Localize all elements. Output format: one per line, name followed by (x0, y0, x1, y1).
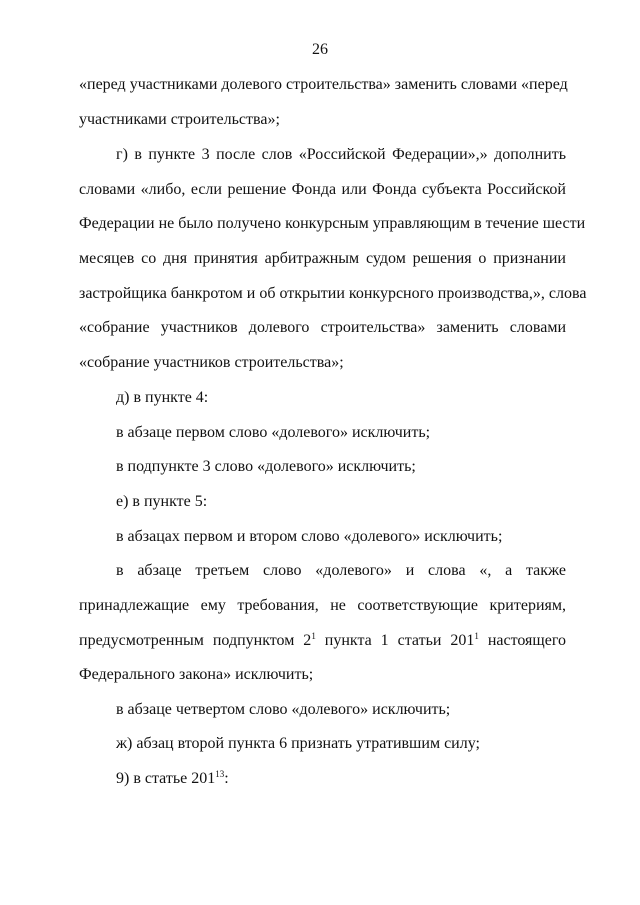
text-line: в абзаце первом слово «долевого» исключить; (116, 424, 431, 441)
text-line: принадлежащие ему требования, не соответствующие критериям, (79, 597, 566, 614)
text-line: в абзаце четвертом слово «долевого» исключить; (116, 701, 451, 718)
text-line: «собрание участников долевого строительства» заменить словами (79, 319, 566, 336)
text-line: месяцев со дня принятия арбитражным судом решения о признании (79, 250, 566, 267)
text-line: Федерации не было получено конкурсным управляющим в течение шести (79, 215, 586, 232)
text-line: ж) абзац второй пункта 6 признать утратившим силу; (116, 735, 480, 752)
text-line: в подпункте 3 слово «долевого» исключить; (116, 458, 416, 475)
superscript: 1 (474, 631, 479, 641)
superscript: 1 (311, 631, 316, 641)
text-segment: 9) в статье 201 (116, 770, 216, 787)
page-number: 26 (312, 41, 328, 58)
text-line: словами «либо, если решение Фонда или Фонда субъекта Российской (79, 181, 566, 198)
text-segment: настоящего (478, 632, 566, 649)
text-segment: предусмотренным подпунктом 2 (79, 632, 312, 649)
superscript: 13 (215, 769, 225, 779)
text-line: застройщика банкротом и об открытии конкурсного производства,», слова (79, 285, 587, 302)
text-line (116, 769, 566, 789)
text-line: д) в пункте 4: (116, 389, 209, 406)
text-line: г) в пункте 3 после слов «Российской Федерации»,» дополнить (116, 146, 566, 163)
text-line: е) в пункте 5: (116, 493, 208, 510)
text-segment: : (224, 770, 229, 787)
text-line (79, 631, 566, 651)
text-line: «перед участниками долевого строительства» заменить словами «перед (79, 76, 568, 93)
text-line: участниками строительства»; (79, 111, 280, 128)
text-line: «собрание участников строительства»; (79, 354, 344, 371)
text-line: Федерального закона» исключить; (79, 666, 314, 683)
text-segment: пункта 1 статьи 201 (315, 632, 475, 649)
text-line: в абзаце третьем слово «долевого» и слова «, а также (116, 562, 566, 579)
text-line: в абзацах первом и втором слово «долевого» исключить; (116, 528, 503, 545)
